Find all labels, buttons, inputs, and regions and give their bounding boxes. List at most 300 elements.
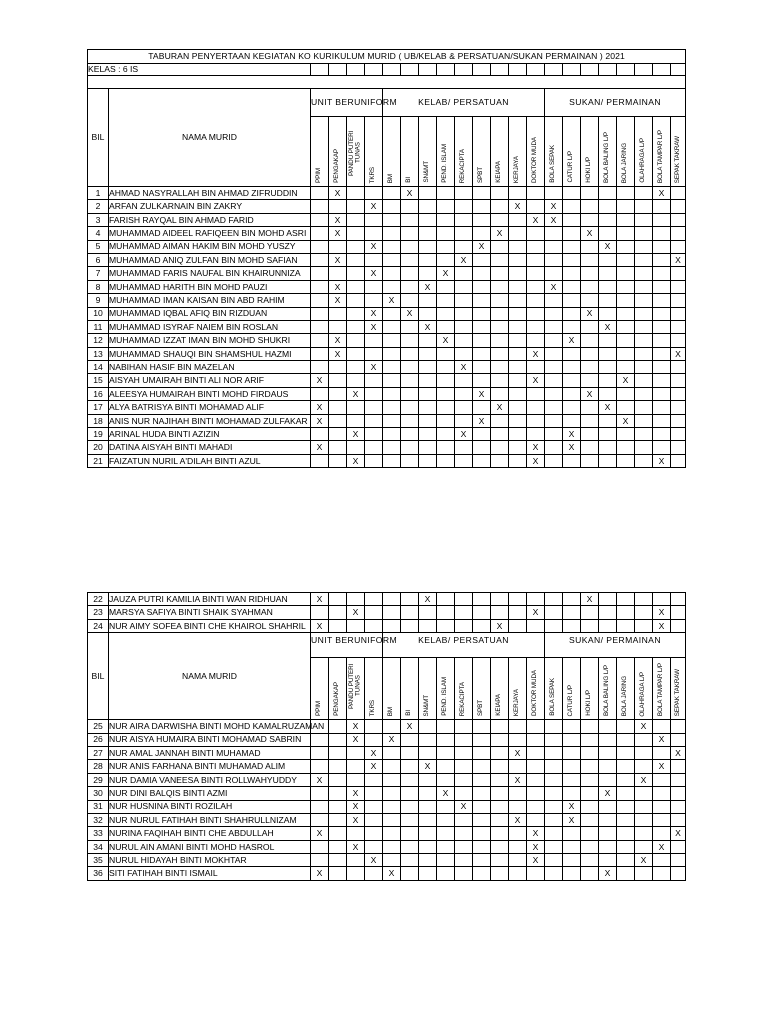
mark-cell [617, 787, 635, 800]
mark-cell [473, 334, 491, 347]
student-name: NUR AIRA DARWISHA BINTI MOHD KAMALRUZAMAN [109, 721, 325, 732]
mark-cell [329, 454, 347, 467]
student-row [88, 441, 686, 454]
mark-cell [473, 347, 491, 360]
mark-cell [401, 240, 419, 253]
mark-cell [347, 867, 365, 880]
mark-cell [437, 441, 455, 454]
mark-cell [401, 361, 419, 374]
mark-cell [671, 307, 686, 320]
mark-cell [311, 428, 329, 441]
attendance-sheet-page-1 [87, 49, 683, 468]
subcolumn-label: KERJAYA [513, 155, 521, 183]
mark-cell [473, 733, 491, 746]
mark-cell [311, 787, 329, 800]
mark-cell [617, 320, 635, 333]
student-row [88, 361, 686, 374]
mark-cell [581, 720, 599, 733]
mark-cell [545, 720, 563, 733]
mark-cell [617, 401, 635, 414]
mark-cell [365, 787, 383, 800]
student-row [88, 240, 686, 253]
student-row [88, 213, 686, 226]
mark-cell [455, 267, 473, 280]
student-name: ALEESYA HUMAIRAH BINTI MOHD FIRDAUS [109, 387, 311, 400]
student-bil: 5 [88, 240, 109, 253]
mark-cell: X [347, 454, 365, 467]
group-header-row [88, 633, 686, 658]
mark-cell [455, 619, 473, 632]
mark-cell [383, 213, 401, 226]
mark-cell [635, 787, 653, 800]
mark-cell [365, 280, 383, 293]
mark-cell [509, 280, 527, 293]
mark-cell [383, 813, 401, 826]
mark-cell [437, 200, 455, 213]
p1-subcol-6 [419, 117, 437, 187]
mark-cell [635, 253, 653, 266]
mark-cell [671, 213, 686, 226]
mark-cell [491, 200, 509, 213]
mark-cell [401, 347, 419, 360]
student-name: MARSYA SAFIYA BINTI SHAIK SYAHMAN [109, 606, 311, 619]
student-bil: 28 [88, 760, 109, 773]
mark-cell: X [563, 800, 581, 813]
mark-cell [635, 307, 653, 320]
subcolumn-label: OLAHRAGA L/P [639, 138, 647, 183]
student-name: ARFAN ZULKARNAIN BIN ZAKRY [109, 200, 311, 213]
mark-cell [455, 187, 473, 200]
student-name: MUHAMMAD AIDEEL RAFIQEEN BIN MOHD ASRI [109, 227, 311, 240]
mark-cell: X [365, 267, 383, 280]
mark-cell [329, 606, 347, 619]
attendance-sheet-page-2 [87, 592, 683, 881]
subcolumn-label: SEPAK TAKRAW [673, 135, 681, 183]
student-row [88, 787, 686, 800]
mark-cell [671, 414, 686, 427]
student-name: MUHAMMAD AIMAN HAKIM BIN MOHD YUSZY [109, 240, 311, 253]
mark-cell [671, 401, 686, 414]
mark-cell [545, 320, 563, 333]
mark-cell [365, 334, 383, 347]
mark-cell [599, 227, 617, 240]
mark-cell [455, 593, 473, 606]
mark-cell [365, 347, 383, 360]
mark-cell [545, 401, 563, 414]
student-name: FARISH RAYQAL BIN AHMAD FARID [109, 213, 311, 226]
mark-cell [329, 787, 347, 800]
mark-cell [437, 760, 455, 773]
student-row [88, 187, 686, 200]
mark-cell [671, 593, 686, 606]
mark-cell [617, 187, 635, 200]
p2-subcol-7 [437, 658, 455, 720]
mark-cell: X [401, 720, 419, 733]
mark-cell [563, 267, 581, 280]
mark-cell [653, 280, 671, 293]
mark-cell [437, 213, 455, 226]
mark-cell [383, 854, 401, 867]
mark-cell [383, 428, 401, 441]
mark-cell [671, 733, 686, 746]
p2-subcol-15 [581, 658, 599, 720]
mark-cell [437, 227, 455, 240]
mark-cell [635, 347, 653, 360]
mark-cell [365, 867, 383, 880]
mark-cell [671, 280, 686, 293]
mark-cell [455, 307, 473, 320]
mark-cell [509, 334, 527, 347]
mark-cell [653, 428, 671, 441]
mark-cell [401, 387, 419, 400]
mark-cell [527, 320, 545, 333]
mark-cell [581, 800, 599, 813]
mark-cell [329, 800, 347, 813]
mark-cell [653, 347, 671, 360]
mark-cell [401, 760, 419, 773]
mark-cell: X [509, 813, 527, 826]
p1-subcol-15 [581, 117, 599, 187]
mark-cell: X [599, 240, 617, 253]
student-name: NURUL HIDAYAH BINTI MOKHTAR [109, 854, 311, 867]
student-row [88, 733, 686, 746]
mark-cell [419, 213, 437, 226]
mark-cell [635, 374, 653, 387]
mark-cell [599, 827, 617, 840]
mark-cell [635, 619, 653, 632]
mark-cell: X [635, 854, 653, 867]
mark-cell [311, 733, 329, 746]
student-bil: 16 [88, 387, 109, 400]
mark-cell [599, 840, 617, 853]
p1-subcol-9 [473, 117, 491, 187]
mark-cell: X [671, 746, 686, 759]
mark-cell [563, 733, 581, 746]
header-sukan-permainan: SUKAN/ PERMAINAN [545, 89, 686, 117]
mark-cell: X [527, 827, 545, 840]
mark-cell [383, 374, 401, 387]
mark-cell [437, 361, 455, 374]
mark-cell [671, 267, 686, 280]
mark-cell [473, 827, 491, 840]
mark-cell [383, 307, 401, 320]
mark-cell [563, 227, 581, 240]
mark-cell [617, 441, 635, 454]
mark-cell [581, 240, 599, 253]
p2-subcol-13 [545, 658, 563, 720]
mark-cell [563, 746, 581, 759]
mark-cell: X [329, 213, 347, 226]
mark-cell: X [491, 227, 509, 240]
mark-cell [599, 213, 617, 226]
mark-cell [581, 253, 599, 266]
mark-cell [671, 840, 686, 853]
subcolumn-label: PENGAKAP [333, 682, 341, 717]
mark-cell [437, 593, 455, 606]
subcolumn-label: PPIM [315, 168, 323, 183]
mark-cell [455, 240, 473, 253]
mark-cell [473, 401, 491, 414]
mark-cell: X [329, 253, 347, 266]
mark-cell [509, 307, 527, 320]
mark-cell [455, 334, 473, 347]
mark-cell [599, 374, 617, 387]
mark-cell [383, 240, 401, 253]
subcolumn-label: BOLA JARING [621, 675, 629, 717]
subcolumn-label: CATUR L/P [567, 151, 575, 183]
mark-cell [473, 213, 491, 226]
mark-cell [491, 253, 509, 266]
mark-cell: X [563, 441, 581, 454]
mark-cell [419, 840, 437, 853]
mark-cell [383, 619, 401, 632]
mark-cell [671, 441, 686, 454]
mark-cell [653, 387, 671, 400]
mark-cell [563, 187, 581, 200]
mark-cell [455, 227, 473, 240]
mark-cell: X [671, 253, 686, 266]
mark-cell [383, 387, 401, 400]
mark-cell [419, 619, 437, 632]
mark-cell [347, 320, 365, 333]
student-bil: 6 [88, 253, 109, 266]
student-bil: 19 [88, 428, 109, 441]
mark-cell [365, 840, 383, 853]
mark-cell [617, 280, 635, 293]
mark-cell [491, 787, 509, 800]
mark-cell [599, 253, 617, 266]
mark-cell [455, 401, 473, 414]
mark-cell [311, 253, 329, 266]
student-bil: 22 [88, 593, 109, 606]
mark-cell [635, 401, 653, 414]
mark-cell [545, 267, 563, 280]
p2-subcol-3 [365, 658, 383, 720]
mark-cell [437, 854, 455, 867]
mark-cell [581, 200, 599, 213]
mark-cell [419, 361, 437, 374]
mark-cell [617, 854, 635, 867]
student-bil: 20 [88, 441, 109, 454]
mark-cell [671, 320, 686, 333]
mark-cell [653, 267, 671, 280]
mark-cell [419, 787, 437, 800]
student-row [88, 387, 686, 400]
student-name: NABIHAN HASIF BIN MAZELAN [109, 361, 311, 374]
mark-cell: X [455, 428, 473, 441]
mark-cell [599, 334, 617, 347]
mark-cell: X [491, 401, 509, 414]
mark-cell [671, 720, 686, 733]
mark-cell [509, 854, 527, 867]
mark-cell [455, 854, 473, 867]
mark-cell [383, 827, 401, 840]
mark-cell [509, 619, 527, 632]
mark-cell [671, 813, 686, 826]
mark-cell [563, 854, 581, 867]
mark-cell [635, 187, 653, 200]
mark-cell [455, 200, 473, 213]
mark-cell [635, 867, 653, 880]
mark-cell [635, 200, 653, 213]
mark-cell [671, 773, 686, 786]
mark-cell [671, 200, 686, 213]
mark-cell [671, 800, 686, 813]
mark-cell [491, 361, 509, 374]
mark-cell [617, 619, 635, 632]
mark-cell [617, 347, 635, 360]
mark-cell [383, 606, 401, 619]
mark-cell: X [329, 294, 347, 307]
mark-cell: X [329, 187, 347, 200]
mark-cell [671, 619, 686, 632]
mark-cell [473, 200, 491, 213]
mark-cell [311, 307, 329, 320]
mark-cell [527, 401, 545, 414]
mark-cell: X [509, 773, 527, 786]
mark-cell [653, 253, 671, 266]
mark-cell: X [581, 593, 599, 606]
mark-cell [671, 867, 686, 880]
mark-cell [545, 773, 563, 786]
p1-subcol-13 [545, 117, 563, 187]
student-bil: 23 [88, 606, 109, 619]
mark-cell [419, 240, 437, 253]
mark-cell [455, 840, 473, 853]
mark-cell: X [653, 840, 671, 853]
mark-cell [617, 361, 635, 374]
mark-cell: X [311, 867, 329, 880]
mark-cell: X [419, 593, 437, 606]
mark-cell [383, 361, 401, 374]
mark-cell: X [437, 787, 455, 800]
student-name: NUR AISYA HUMAIRA BINTI MOHAMAD SABRIN [109, 733, 311, 746]
mark-cell: X [311, 773, 329, 786]
mark-cell [383, 267, 401, 280]
p1-subcol-17 [617, 117, 635, 187]
p2-subcol-18 [635, 658, 653, 720]
mark-cell [509, 800, 527, 813]
mark-cell [545, 800, 563, 813]
subcolumn-label: BOLA BALING L/P [603, 132, 611, 183]
mark-cell [437, 320, 455, 333]
mark-cell [365, 800, 383, 813]
mark-cell [419, 267, 437, 280]
mark-cell [383, 280, 401, 293]
mark-cell [581, 733, 599, 746]
mark-cell [365, 187, 383, 200]
mark-cell: X [617, 374, 635, 387]
mark-cell [617, 213, 635, 226]
p2-subcol-20 [671, 658, 686, 720]
p1-subcol-12 [527, 117, 545, 187]
mark-cell [347, 187, 365, 200]
subcolumn-label: BM [387, 706, 395, 717]
mark-cell [383, 401, 401, 414]
mark-cell [437, 746, 455, 759]
mark-cell [581, 840, 599, 853]
header-kelab-persatuan: KELAB/ PERSATUAN [383, 89, 545, 117]
mark-cell [401, 374, 419, 387]
mark-cell [599, 200, 617, 213]
mark-cell [635, 441, 653, 454]
p1-subcol-16 [599, 117, 617, 187]
mark-cell [383, 454, 401, 467]
mark-cell [437, 454, 455, 467]
student-bil: 14 [88, 361, 109, 374]
student-bil: 30 [88, 787, 109, 800]
p2-subcol-19 [653, 658, 671, 720]
student-name: MUHAMMAD ANIQ ZULFAN BIN MOHD SAFIAN [109, 253, 311, 266]
mark-cell [581, 187, 599, 200]
mark-cell [563, 213, 581, 226]
mark-cell [563, 361, 581, 374]
mark-cell [527, 813, 545, 826]
mark-cell [473, 720, 491, 733]
mark-cell [419, 454, 437, 467]
mark-cell [329, 387, 347, 400]
mark-cell [401, 867, 419, 880]
mark-cell: X [401, 187, 419, 200]
mark-cell [545, 787, 563, 800]
student-bil: 18 [88, 414, 109, 427]
mark-cell [311, 760, 329, 773]
mark-cell: X [419, 760, 437, 773]
mark-cell [347, 593, 365, 606]
mark-cell [455, 733, 473, 746]
mark-cell [653, 773, 671, 786]
header-nama-murid: NAMA MURID [109, 633, 311, 720]
mark-cell [347, 619, 365, 632]
mark-cell [491, 334, 509, 347]
mark-cell [491, 307, 509, 320]
mark-cell [617, 267, 635, 280]
mark-cell [365, 227, 383, 240]
mark-cell: X [581, 227, 599, 240]
mark-cell [635, 227, 653, 240]
student-bil: 4 [88, 227, 109, 240]
mark-cell [347, 347, 365, 360]
mark-cell [545, 387, 563, 400]
student-name: JAUZA PUTRI KAMILIA BINTI WAN RIDHUAN [109, 593, 311, 606]
student-bil: 15 [88, 374, 109, 387]
mark-cell: X [311, 593, 329, 606]
mark-cell [527, 746, 545, 759]
mark-cell [671, 387, 686, 400]
mark-cell [383, 840, 401, 853]
mark-cell [509, 428, 527, 441]
mark-cell [365, 387, 383, 400]
mark-cell [365, 253, 383, 266]
student-row [88, 773, 686, 786]
mark-cell [401, 746, 419, 759]
mark-cell [527, 593, 545, 606]
mark-cell: X [545, 213, 563, 226]
mark-cell [383, 253, 401, 266]
mark-cell [473, 593, 491, 606]
class-label: KELAS : 6 IS [88, 64, 311, 76]
mark-cell: X [347, 720, 365, 733]
mark-cell [473, 619, 491, 632]
header-bil: BIL [88, 89, 109, 187]
mark-cell [419, 200, 437, 213]
mark-cell [527, 428, 545, 441]
mark-cell: X [563, 428, 581, 441]
mark-cell [545, 840, 563, 853]
mark-cell [545, 813, 563, 826]
mark-cell [545, 428, 563, 441]
mark-cell: X [581, 307, 599, 320]
